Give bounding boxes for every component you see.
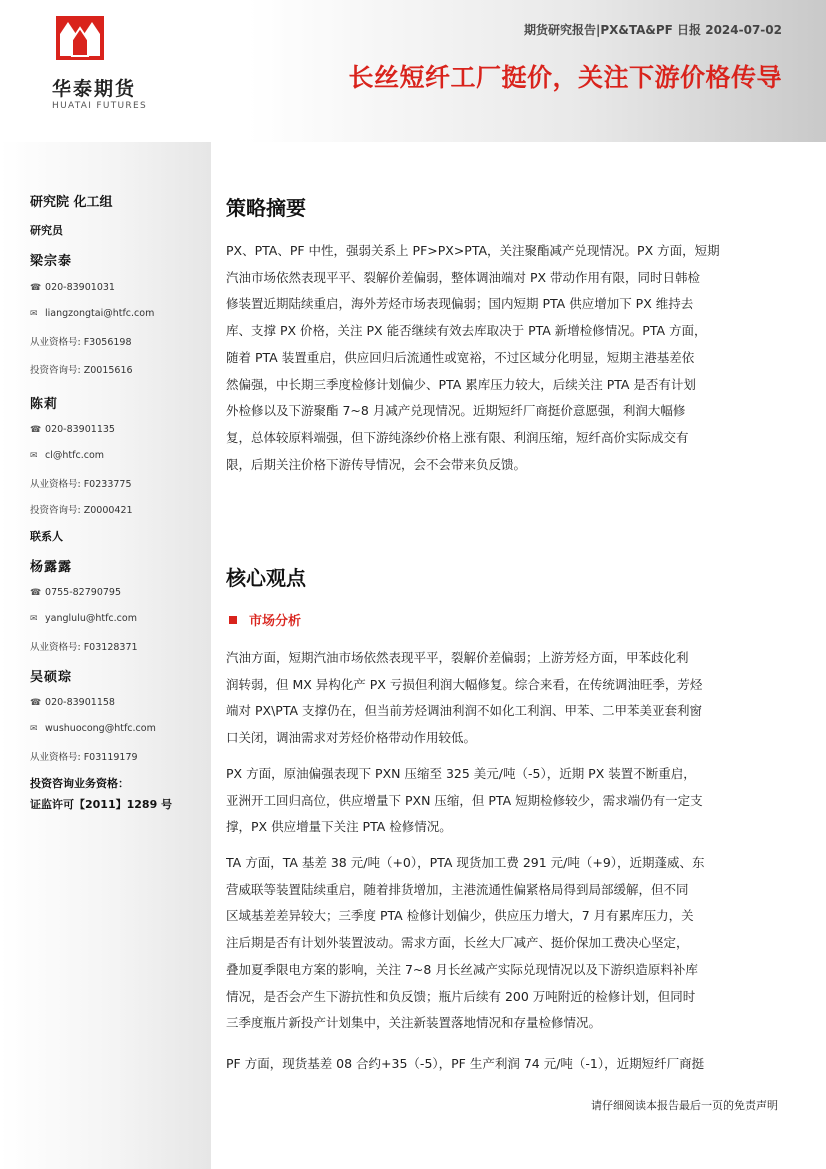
author-license: 从业资格号: F03119179: [30, 752, 138, 763]
text-line: 三季度瓶片新投产计划集中，关注新装置落地情况和存量检修情况。: [226, 1015, 602, 1031]
text-line: 修装置近期陆续重启，海外芳烃市场表现偏弱；国内短期 PTA 供应增加下 PX 维持去: [226, 296, 694, 312]
text-line: PX、PTA、PF 中性，强弱关系上 PF>PX>PTA，关注聚酯减产兑现情况。PX 方面，短期: [226, 243, 720, 258]
text-line: 撑，PX 供应增量下关注 PTA 检修情况。: [226, 819, 452, 835]
text-line: 外检修以及下游聚酯 7~8 月减产兑现情况。近期短纤厂商挺价意愿强，利润大幅修: [226, 403, 686, 419]
text-line: 随着 PTA 装置重启，供应回归后流通性或宽裕，不过区域分化明显，短期主港基差依: [226, 349, 695, 365]
author-name: 吴硕琮: [30, 670, 73, 685]
text-line: 口关闭，调油需求对芳烃价格带动作用较低。: [226, 730, 477, 746]
px-paragraph: [226, 761, 782, 841]
author-phone: [30, 587, 121, 598]
research-group: 研究院 化工组: [30, 195, 113, 210]
author-license: 从业资格号: F3056198: [30, 337, 132, 348]
text-line: 库、支撑 PX 价格，关注 PX 能否继续有效去库取决于 PTA 新增检修情况。PTA 方面，: [226, 323, 707, 339]
text-line: 汽油市场依然表现平平、裂解价差偏弱，整体调油端对 PX 带动作用有限，同时日韩检: [226, 269, 701, 285]
ta-paragraph: [226, 850, 782, 1037]
logo-english-name: HUATAI FUTURES: [52, 101, 147, 111]
report-title: 长丝短纤工厂挺价，关注下游价格传导: [348, 63, 782, 92]
author-phone: [30, 424, 115, 435]
email-address[interactable]: liangzongtai@htfc.com: [45, 308, 155, 319]
text-line: 叠加夏季限电方案的影响，关注 7~8 月长丝减产实际兑现情况以及下游织造原料补库: [226, 961, 698, 977]
qualification-title: 投资咨询业务资格：: [30, 777, 129, 790]
market-analysis-heading: [229, 610, 301, 629]
author-sidebar: [0, 142, 211, 1169]
square-bullet-icon: [229, 616, 237, 624]
text-line: 注后期是否有计划外装置波动。需求方面，长丝大厂减产、挺价保加工费决心坚定，: [226, 935, 689, 951]
author-license: 从业资格号: F03128371: [30, 642, 138, 653]
text-line: TA 方面，TA 基差 38 元/吨（+0），PTA 现货加工费 291 元/吨（+9），近期蓬威、东: [226, 855, 705, 870]
email-address[interactable]: cl@htfc.com: [45, 450, 105, 461]
phone-number: 020-83901031: [45, 282, 115, 293]
phone-icon: ☎: [30, 698, 42, 708]
author-email[interactable]: [30, 308, 154, 319]
qualification-license: 证监许可【2011】1289 号: [30, 798, 173, 811]
author-email[interactable]: [30, 450, 104, 461]
gasoline-paragraph: [226, 645, 782, 752]
report-meta: 期货研究报告|PX&TA&PF 日报 2024-07-02: [523, 23, 782, 37]
pf-paragraph: [226, 1051, 782, 1078]
huatai-logo-icon: [56, 16, 104, 60]
email-icon: ✉: [30, 724, 38, 734]
text-line: 限，后期关注价格下游传导情况，会不会带来负反馈。: [226, 456, 527, 472]
author-name: 梁宗泰: [30, 254, 73, 269]
author-email[interactable]: [30, 613, 137, 624]
author-email[interactable]: [30, 723, 156, 734]
phone-icon: ☎: [30, 425, 42, 435]
text-line: 区域基差差异较大；三季度 PTA 检修计划偏少，供应压力增大，7 月有累库压力，关: [226, 908, 694, 924]
author-name: 陈莉: [30, 397, 59, 412]
market-analysis-label: 市场分析: [249, 614, 302, 629]
author-consult-license: 投资咨询号: Z0015616: [30, 365, 133, 376]
author-phone: [30, 282, 115, 293]
researcher-label: 研究员: [30, 224, 63, 237]
text-line: 汽油方面，短期汽油市场依然表现平平，裂解价差偏弱；上游芳烃方面，甲苯歧化利: [226, 650, 689, 665]
email-icon: ✉: [30, 451, 38, 461]
text-line: 端对 PX\PTA 支撑仍在，但当前芳烃调油利润不如化工利润、甲苯、二甲苯美亚套利窗: [226, 703, 703, 719]
contact-label: 联系人: [30, 530, 63, 543]
logo-chinese-name: 华泰期货: [52, 78, 137, 100]
disclaimer-footer: 请仔细阅读本报告最后一页的免责声明: [591, 1099, 778, 1112]
text-line: PF 方面，现货基差 08 合约+35（-5），PF 生产利润 74 元/吨（-1），近期短纤厂商挺: [226, 1056, 705, 1071]
text-line: 复，总体较原料端强，但下游纯涤纱价格上涨有限、利润压缩，短纤高价实际成交有: [226, 429, 689, 445]
strategy-summary-heading: 策略摘要: [226, 196, 306, 220]
text-line: PX 方面，原油偏强表现下 PXN 压缩至 325 美元/吨（-5），近期 PX 装置不断重启，: [226, 766, 696, 781]
text-line: 亚洲开工回归高位，供应增量下 PXN 压缩，但 PTA 短期检修较少，需求端仍有一定支: [226, 792, 703, 808]
text-line: 然偏强，中长期三季度检修计划偏少、PTA 累库压力较大，后续关注 PTA 是否有计划: [226, 376, 696, 392]
author-phone: [30, 697, 115, 708]
text-line: 润转弱，但 MX 异构化产 PX 亏损但利润大幅修复。综合来看，在传统调油旺季，芳烃: [226, 676, 703, 692]
author-consult-license: 投资咨询号: Z0000421: [30, 505, 133, 516]
author-license: 从业资格号: F0233775: [30, 479, 132, 490]
core-views-heading: 核心观点: [226, 566, 306, 590]
author-name: 杨露露: [30, 560, 73, 575]
phone-icon: ☎: [30, 588, 42, 598]
phone-icon: ☎: [30, 283, 42, 293]
report-header: [0, 0, 826, 142]
phone-number: 020-83901158: [45, 697, 115, 708]
email-icon: ✉: [30, 614, 38, 624]
email-address[interactable]: yanglulu@htfc.com: [45, 613, 137, 624]
company-logo: [52, 16, 147, 111]
text-line: 情况，是否会产生下游抗性和负反馈；瓶片后续有 200 万吨附近的检修计划，但同时: [226, 988, 696, 1004]
phone-number: 0755-82790795: [45, 587, 121, 598]
strategy-summary-text: [226, 238, 782, 478]
email-icon: ✉: [30, 309, 38, 319]
phone-number: 020-83901135: [45, 424, 115, 435]
email-address[interactable]: wushuocong@htfc.com: [45, 723, 156, 734]
text-line: 营威联等装置陆续重启，随着排货增加，主港流通性偏紧格局得到局部缓解，但不同: [226, 881, 689, 897]
